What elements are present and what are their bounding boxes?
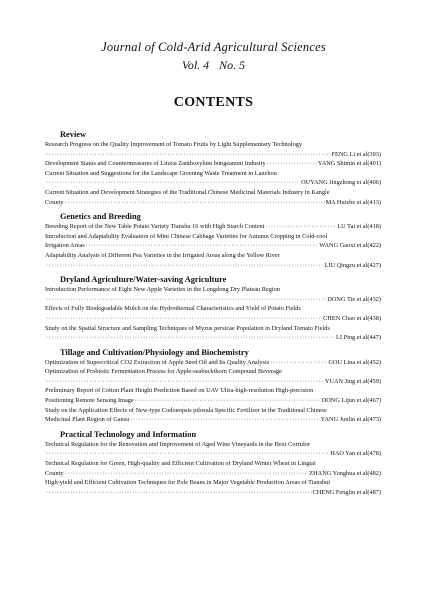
toc-entry[interactable] [45, 251, 381, 270]
entry-title-line [45, 140, 381, 150]
toc-entry[interactable] [45, 304, 381, 323]
leader-dots [267, 159, 317, 169]
entry-title-line [45, 304, 381, 314]
leader-dots [46, 150, 331, 160]
entry-final-line [45, 295, 381, 305]
toc-entry[interactable] [45, 440, 381, 459]
number-label: No. 5 [219, 58, 246, 72]
entry-title: Technical Regulation for Green, High-quality and Efficient Cultivation of Dryland Winter Wheat in Lingtai [45, 460, 316, 468]
entry-author-page: DONG Lijun et al(467) [321, 397, 381, 405]
contents-heading: CONTENTS [173, 95, 254, 110]
entry-title: Technical Regulation for the Renovation and Improvement of Aged Wine Vineyards in the Hexi Corridor [45, 440, 310, 448]
entry-author-page: ZHANG Yonghua et al(482) [309, 469, 381, 477]
entry-final-line [45, 150, 381, 160]
entry-title-line [45, 386, 381, 396]
section-heading: Review [60, 130, 87, 139]
section-heading: Dryland Agriculture/Water-saving Agriculture [60, 275, 227, 285]
entry-title: Adaptability Analysis of Different Pea Varieties in the Irrigated Areas along the Yellow River [45, 251, 280, 259]
entry-author-page: HAO Yan et al(478) [330, 450, 381, 458]
entry-final-line [45, 469, 381, 479]
entry-title-line [45, 367, 381, 377]
toc-entry[interactable] [45, 169, 381, 188]
leader-dots [46, 261, 324, 271]
volume-label: Vol. 4 [181, 58, 210, 72]
entry-title: Medicinal Plant Region of Gansu [45, 416, 130, 424]
entry-author-page: DONG Tie et al(432) [327, 295, 381, 303]
toc-entry[interactable] [45, 222, 381, 232]
leader-dots [86, 241, 319, 251]
entry-title: Preliminary Report of Cotton Plant Height Prediction Based on UAV Ultra-high-resolution High-precision [45, 387, 314, 395]
table-of-contents [45, 129, 381, 497]
entry-final-line [45, 241, 381, 251]
toc-section [45, 129, 381, 207]
entry-title: Irrigation Areas [45, 242, 85, 250]
toc-entry[interactable] [45, 324, 381, 343]
entry-final-line [45, 449, 381, 459]
toc-entry[interactable] [45, 386, 381, 405]
entry-author-page: YANG Junlin et al(473) [320, 416, 381, 424]
section-heading: Practical Technology and Information [60, 429, 197, 439]
entry-final-line [45, 261, 381, 271]
entry-title: High-yield and Efficient Cultivation Techniques for Pole Beans in Major Vegetable Production Areas of Tianshui [45, 479, 330, 487]
entry-title: Study on the Spatial Structure and Sampling Techniques of Myzus persicae Population in Dryland Tomato Fields [45, 324, 330, 332]
entry-title: Study on the Application Effects of New-type Codonopsis pilosula Specific Fertilizer in the Traditional Chinese [45, 406, 327, 414]
leader-dots [46, 314, 322, 324]
entry-title: Breeding Report of the New Table Potato Variety Tianshu 16 with High Starch Content [45, 223, 265, 231]
journal-title: Journal of Cold-Arid Agricultural Sciences [101, 40, 326, 54]
entry-author-page: MA Huizhe et al(413) [325, 198, 381, 206]
entry-final-line [45, 159, 381, 169]
entry-author-page: GOU Lina et al(452) [328, 358, 381, 366]
entry-final-line [45, 222, 381, 232]
leader-dots [270, 358, 327, 368]
entry-final-line [45, 488, 381, 498]
entry-author-page: WANG Gaoxi et al(422) [319, 242, 381, 250]
entry-title-line [45, 406, 381, 416]
toc-entry[interactable] [45, 159, 381, 169]
leader-dots [46, 295, 326, 305]
entry-title: Optimization of Supercritical CO2 Extraction of Apple Seed Oil and Its Quality Analysis [45, 358, 270, 366]
entry-author-page: YANG Shimin et al(401) [317, 160, 381, 168]
entry-final-line [45, 377, 381, 387]
toc-section [45, 207, 381, 270]
entry-author-page: CHENG Fenglin et al(487) [312, 488, 381, 496]
toc-entry[interactable] [45, 406, 381, 425]
toc-entry[interactable] [45, 367, 381, 386]
entry-final-line [45, 178, 381, 188]
entry-title: Effects of Fully Biodegradable Mulch on the Hydrothermal Characteristics and Yield of Potato Fields [45, 305, 301, 313]
entry-title: Development Status and Countermeasures of Linxia Zanthoxylum bungeanum Industry [45, 160, 266, 168]
entry-final-line [45, 396, 381, 406]
entry-final-line [45, 333, 381, 343]
entry-title-line [45, 169, 381, 179]
entry-title: Current Situation and Development Strategies of the Traditional Chinese Medicinal Materials Industry in Kangle [45, 188, 330, 196]
entry-title: County [45, 198, 64, 206]
entry-title-line [45, 285, 381, 295]
entry-title: Positioning Remote Sensing Image [45, 397, 134, 405]
issue-info [0, 58, 427, 73]
entry-title-line [45, 251, 381, 261]
entry-author-page: LIU Qingzu et al(427) [324, 261, 381, 269]
entry-title: Current Situation and Suggestions for the Landscape Greening Waste Treatment in Lanzhou [45, 169, 277, 177]
entry-title: County [45, 469, 64, 477]
leader-dots [46, 449, 329, 459]
toc-entry[interactable] [45, 478, 381, 497]
leader-dots [135, 396, 321, 406]
entry-final-line [45, 314, 381, 324]
toc-section [45, 425, 381, 498]
toc-entry[interactable] [45, 232, 381, 251]
entry-author-page: OUYANG Jingzhong et al(406) [301, 179, 381, 187]
entry-final-line [45, 198, 381, 208]
toc-entry[interactable] [45, 459, 381, 478]
entry-title-line [45, 478, 381, 488]
entry-final-line [45, 358, 381, 368]
toc-section [45, 343, 381, 425]
entry-title: Optimization of Probiotic Fermentation Process for Apple-seabuckthorn Compound Beverage [45, 368, 282, 376]
toc-entry[interactable] [45, 140, 381, 159]
entry-title-line [45, 324, 381, 334]
entry-author-page: LU Tai et al(418) [337, 223, 381, 231]
entry-author-page: CHEN Chao et al(438) [323, 314, 381, 322]
entry-title: Research Progress on the Quality Improvement of Tomato Fruits by Light Supplementary Technology [45, 141, 303, 148]
leader-dots [46, 488, 312, 498]
toc-entry[interactable] [45, 188, 381, 207]
toc-section [45, 270, 381, 343]
entry-title: Introduction and Adaptability Evaluation of Mini Chinese Cabbage Varieties for Autumn Cropping in Cold-cool [45, 232, 328, 240]
section-heading: Tillage and Cultivation/Physiology and Biochemistry [60, 347, 249, 357]
entry-title-line [45, 440, 381, 450]
toc-entry[interactable] [45, 358, 381, 368]
leader-dots [46, 333, 335, 343]
entry-title: Introduction Performance of Eight New Apple Varieties in the Longdong Dry Plateau Region [45, 286, 280, 294]
entry-author-page: YUAN Jing et al(459) [324, 377, 381, 385]
entry-final-line [45, 415, 381, 425]
leader-dots [46, 178, 300, 188]
entry-title-line [45, 459, 381, 469]
leader-dots [65, 198, 325, 208]
section-heading: Genetics and Breeding [60, 212, 141, 222]
leader-dots [46, 377, 324, 387]
leader-dots [65, 469, 309, 479]
leader-dots [130, 415, 319, 425]
entry-title-line [45, 232, 381, 242]
leader-dots [266, 222, 337, 232]
toc-entry[interactable] [45, 285, 381, 304]
entry-author-page: FENG Li et al(393) [331, 150, 381, 158]
entry-author-page: LI Ping et al(447) [336, 334, 381, 342]
entry-title-line [45, 188, 381, 198]
